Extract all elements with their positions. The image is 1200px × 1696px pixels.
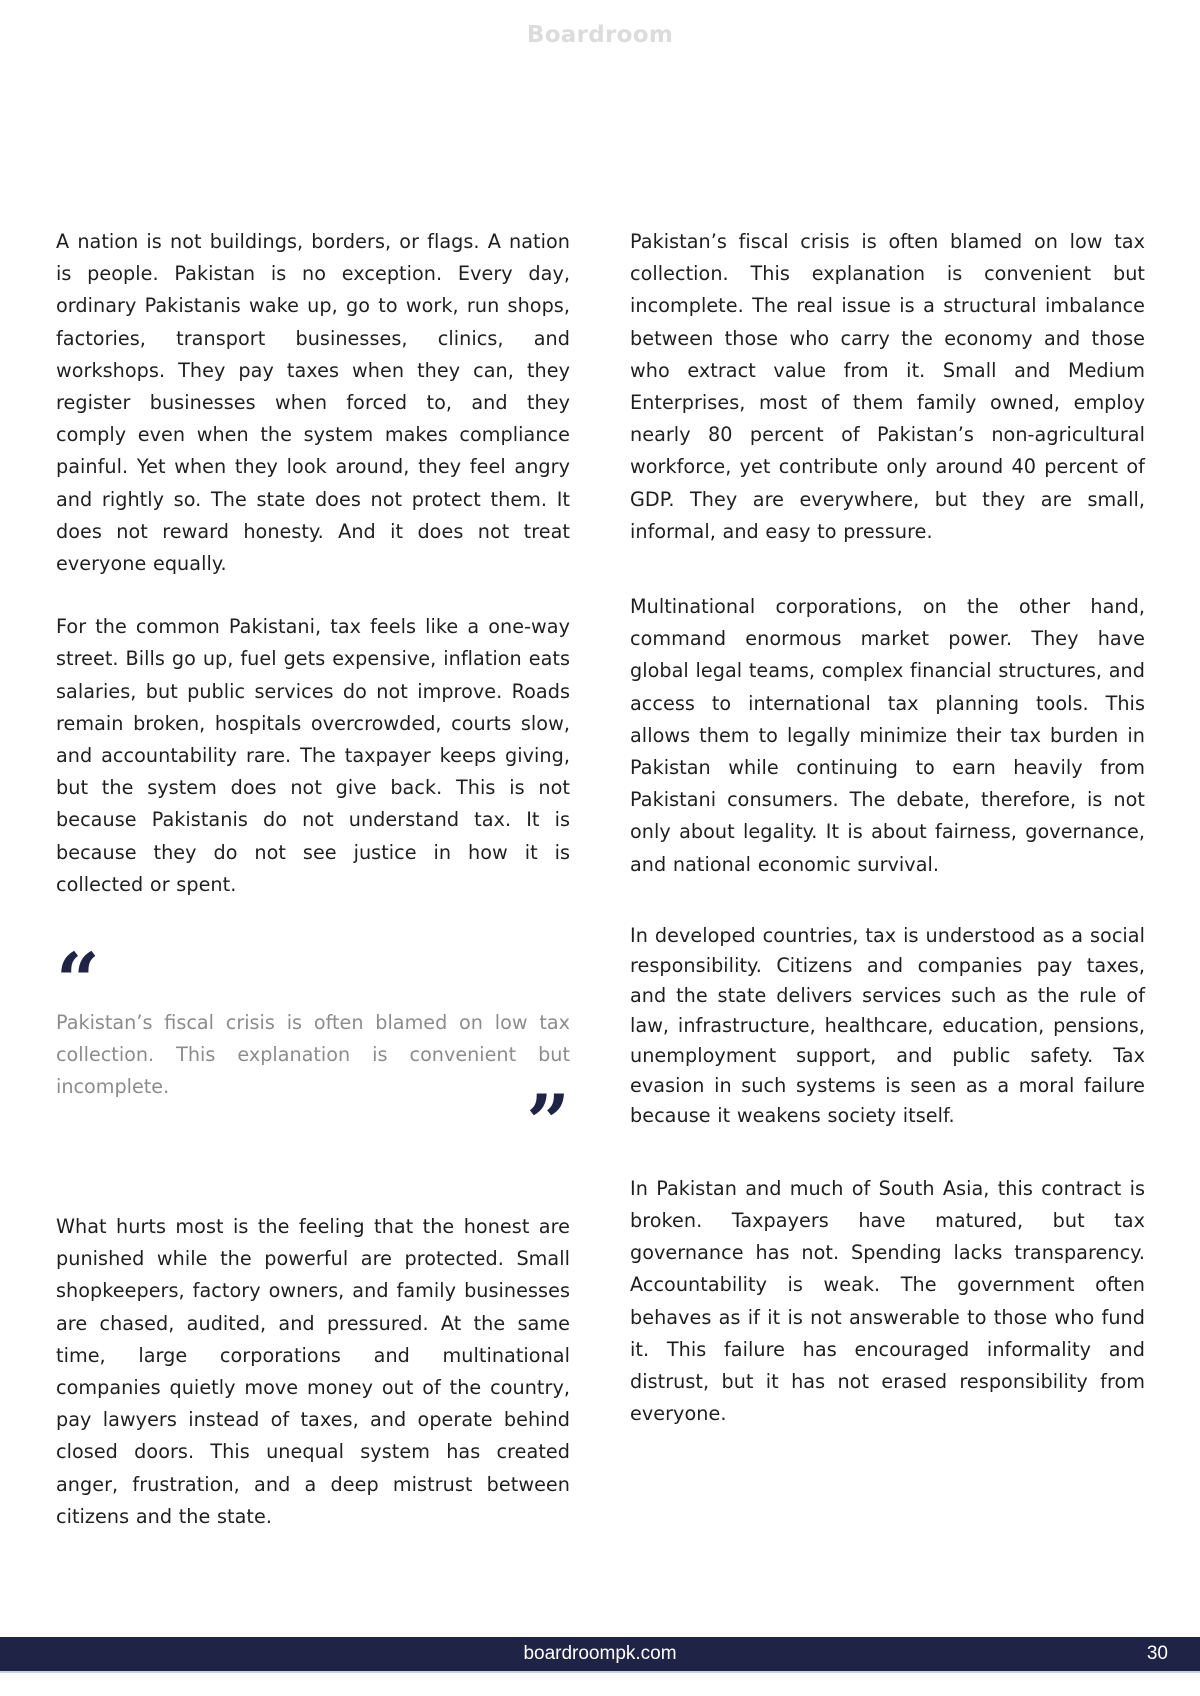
close-quote-icon: ” xyxy=(526,1078,570,1168)
article-paragraph: Pakistan’s fiscal crisis is often blamed on low tax collection. This explanation is convenient but incomplete. The real issue is a structural imbalance between those who carry the economy and those who extract value from it. Small and Medium Enterprises, most of them family owned, employ nearly 80 percent of Pakistan’s non-agricultural workforce, yet contribute only around 40 percent of GDP. They are everywhere, but they are small, informal, and easy to pressure. xyxy=(630,230,1145,543)
pull-quote xyxy=(56,936,570,1168)
article-paragraph: Multinational corporations, on the other hand, command enormous market power. They have global legal teams, complex financial structures, and access to international tax planning tools. This allows them to legally minimize their tax burden in Pakistan while continuing to earn heavily from Pakistani consumers. The debate, therefore, is not only about legality. It is about fairness, governance, and national economic survival. xyxy=(630,595,1145,876)
article-paragraph: For the common Pakistani, tax feels like a one-way street. Bills go up, fuel gets expensive, inflation eats salaries, but public services do not improve. Roads remain broken, hospitals overcrowded, courts slow, and accountability rare. The taxpayer keeps giving, but the system does not give back. This is not because Pakistanis do not understand tax. It is because they do not see justice in how it is collected or spent. xyxy=(56,615,570,896)
open-quote-icon: “ xyxy=(56,936,100,1026)
left-column xyxy=(56,226,570,1533)
article-paragraph: A nation is not buildings, borders, or flags. A nation is people. Pakistan is no exception. Every day, ordinary Pakistanis wake up, go to work, run shops, factories, transport businesses, clinics, and workshops. They pay taxes when they can, they register businesses when forced to, and they comply even when the system makes compliance painful. Yet when they look around, they feel angry and rightly so. The state does not protect them. It does not reward honesty. And it does not treat everyone equally. xyxy=(56,230,570,576)
page-number: 30 xyxy=(1146,1643,1168,1664)
right-column xyxy=(630,226,1145,1430)
article-paragraph: What hurts most is the feeling that the honest are punished while the powerful are protected. Small shopkeepers, factory owners, and family businesses are chased, audited, and pressured. At the same time, large corporations and multinational companies quietly move money out of the country, pay lawyers instead of taxes, and operate behind closed doors. This unequal system has created anger, frustration, and a deep mistrust between citizens and the state. xyxy=(56,1215,570,1528)
page-footer xyxy=(0,1637,1200,1673)
article-paragraph: In developed countries, tax is understood as a social responsibility. Citizens and companies pay taxes, and the state delivers services such as the rule of law, infrastructure, healthcare, education, pensions, unemployment support, and public safety. Tax evasion in such systems is seen as a moral failure because it weakens society itself. xyxy=(630,923,1145,1127)
masthead-title: Boardroom xyxy=(526,22,674,48)
pull-quote-text: Pakistan’s fiscal crisis is often blamed on low tax collection. This explanation is convenient but incomplete. xyxy=(56,1011,570,1099)
footer-website-link[interactable]: boardroompk.com xyxy=(523,1643,677,1664)
article-paragraph: In Pakistan and much of South Asia, this contract is broken. Taxpayers have matured, but tax governance has not. Spending lacks transparency. Accountability is weak. The government often behaves as if it is not answerable to those who fund it. This failure has encouraged informality and distrust, but it has not erased responsibility from everyone. xyxy=(630,1176,1145,1426)
